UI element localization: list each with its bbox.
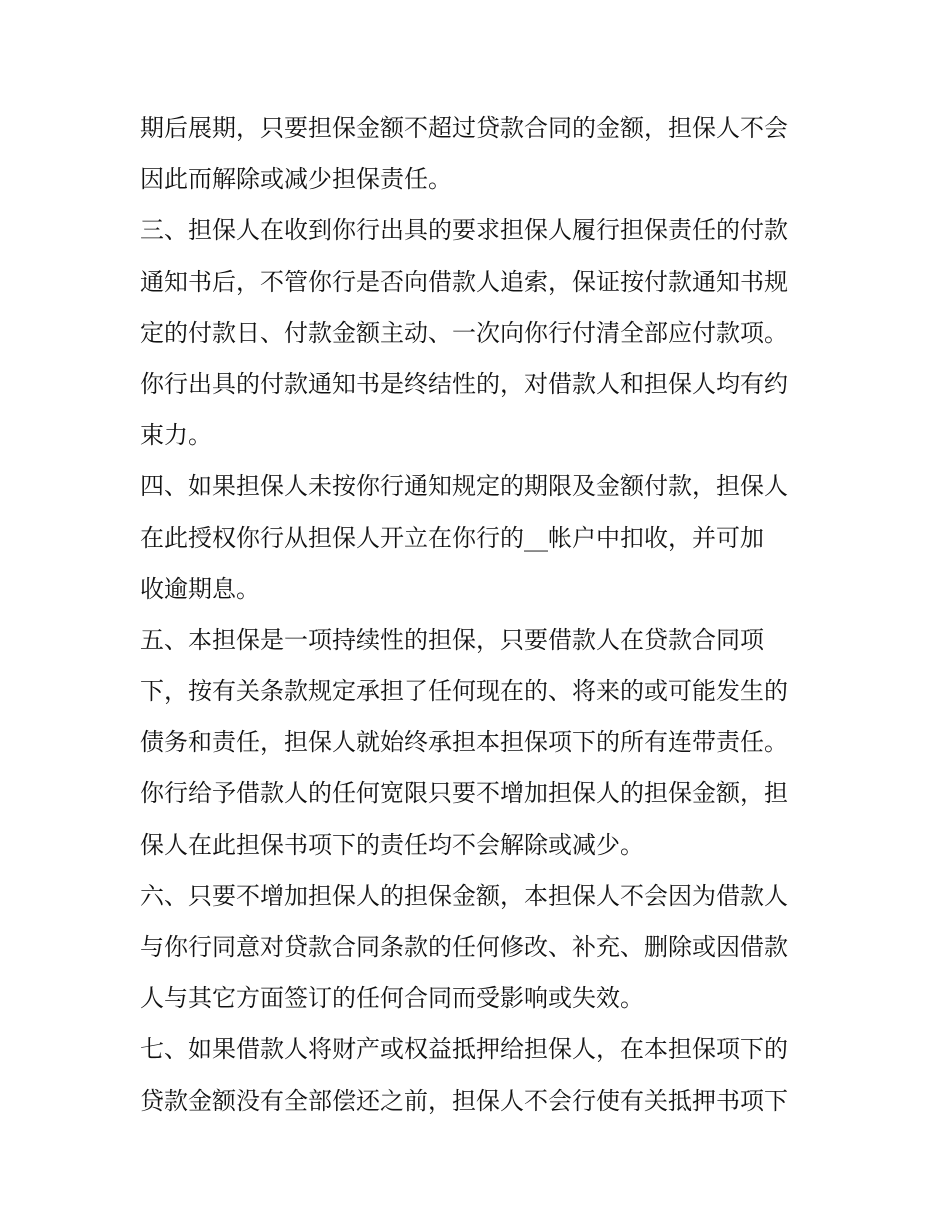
text-line: 在此授权你行从担保人开立在你行的__帐户中扣收，并可加: [140, 523, 764, 552]
text-line: 期后展期，只要担保金额不超过贷款合同的金额，担保人不会: [140, 114, 788, 142]
text-line: 人与其它方面签订的任何合同而受影响或失效。: [140, 984, 644, 1013]
text-line: 四、如果担保人未按你行通知规定的期限及金额付款，担保人: [140, 472, 788, 501]
text-line: 通知书后，不管你行是否向借款人追索，保证按付款通知书规: [140, 267, 788, 296]
text-line: 因此而解除或减少担保责任。: [140, 165, 452, 194]
text-line: 与你行同意对贷款合同条款的任何修改、补充、删除或因借款: [140, 933, 788, 961]
text-line: 七、如果借款人将财产或权益抵押给担保人，在本担保项下的: [140, 1035, 788, 1064]
text-line: 三、担保人在收到你行出具的要求担保人履行担保责任的付款: [140, 216, 788, 245]
text-line: 收逾期息。: [140, 574, 260, 603]
text-line: 贷款金额没有全部偿还之前，担保人不会行使有关抵押书项下: [140, 1086, 788, 1115]
document-body: [140, 103, 830, 1127]
text-line: 五、本担保是一项持续性的担保，只要借款人在贷款合同项: [140, 625, 764, 654]
text-line: 定的付款日、付款金额主动、一次向你行付清全部应付款项。: [140, 318, 788, 347]
text-line: 你行给予借款人的任何宽限只要不增加担保人的担保金额，担: [140, 779, 788, 808]
text-line: 保人在此担保书项下的责任均不会解除或减少。: [140, 830, 644, 859]
text-line: 你行出具的付款通知书是终结性的，对借款人和担保人均有约: [140, 369, 788, 398]
text-line: 六、只要不增加担保人的担保金额，本担保人不会因为借款人: [140, 881, 788, 910]
text-line: 束力。: [140, 421, 212, 450]
text-line: 下，按有关条款规定承担了任何现在的、将来的或可能发生的: [140, 677, 788, 706]
text-line: 债务和责任，担保人就始终承担本担保项下的所有连带责任。: [140, 728, 788, 757]
